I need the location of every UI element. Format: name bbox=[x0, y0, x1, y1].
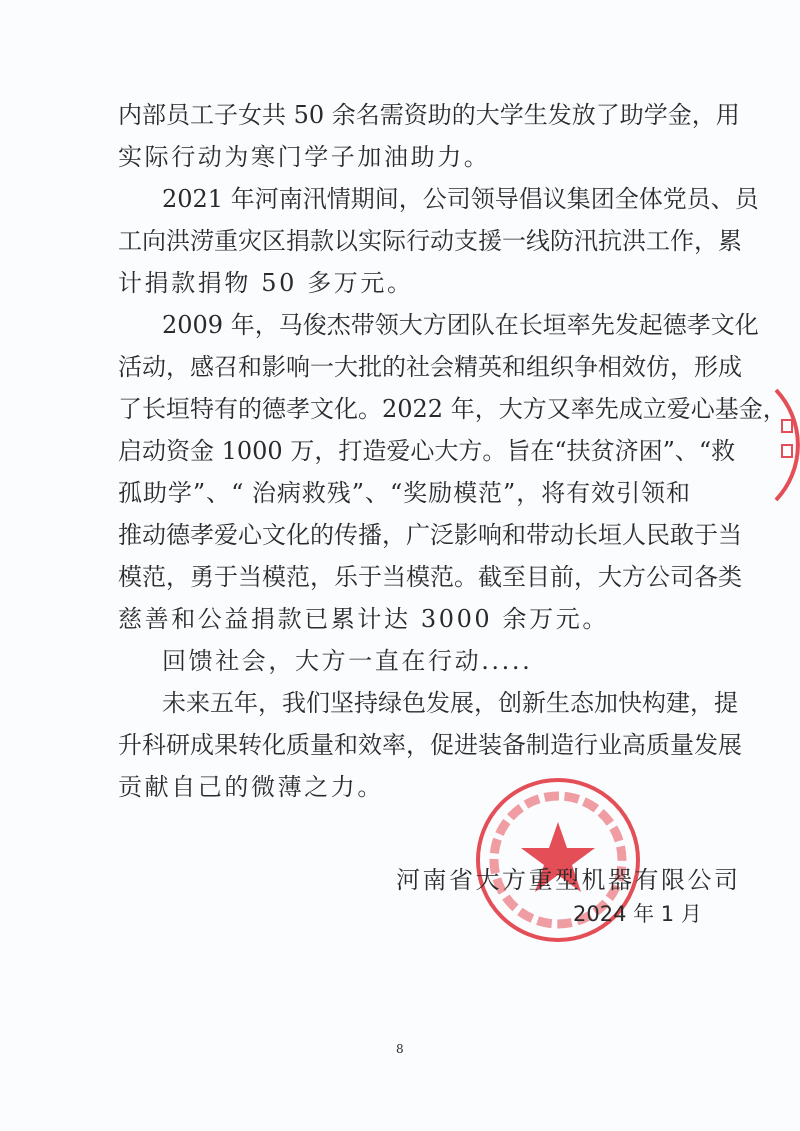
body-line: 启动资金 1000 万，打造爱心大方。旨在“扶贫济困”、“救 bbox=[118, 437, 736, 465]
body-line: 未来五年，我们坚持绿色发展，创新生态加快构建，提 bbox=[162, 689, 738, 717]
body-line: 2021 年河南汛情期间，公司领导倡议集团全体党员、员 bbox=[162, 185, 759, 213]
body-line: 回馈社会，大方一直在行动..... bbox=[162, 647, 533, 675]
body-line: 了长垣特有的德孝文化。2022 年，大方又率先成立爱心基金， bbox=[118, 395, 787, 423]
signature-company: 河南省大方重型机器有限公司 bbox=[396, 866, 741, 894]
body-line: 孤助学”、“ 治病救残”、“奖励模范”，将有效引领和 bbox=[118, 479, 690, 507]
signature-date: 2024 年 1 月 bbox=[573, 902, 702, 926]
page-number: 8 bbox=[396, 1042, 404, 1056]
body-line: 内部员工子女共 50 余名需资助的大学生发放了助学金，用 bbox=[118, 101, 740, 129]
body-line: 工向洪涝重灾区捐款以实际行动支援一线防汛抗洪工作，累 bbox=[118, 227, 742, 255]
body-line: 推动德孝爱心文化的传播，广泛影响和带动长垣人民敢于当 bbox=[118, 521, 742, 549]
body-line: 慈善和公益捐款已累计达 3000 余万元。 bbox=[118, 605, 609, 633]
body-line: 2009 年，马俊杰带领大方团队在长垣率先发起德孝文化 bbox=[162, 311, 759, 339]
body-line: 模范，勇于当模范，乐于当模范。截至目前，大方公司各类 bbox=[118, 563, 742, 591]
body-line: 升科研成果转化质量和效率，促进装备制造行业高质量发展 bbox=[118, 731, 742, 759]
body-line: 贡献自己的微薄之力。 bbox=[118, 773, 384, 801]
body-line: 实际行动为寒门学子加油助力。 bbox=[118, 143, 491, 171]
body-line: 计捐款捐物 50 多万元。 bbox=[118, 269, 414, 297]
partial-seal-edge bbox=[766, 385, 800, 505]
body-line: 活动，感召和影响一大批的社会精英和组织争相效仿，形成 bbox=[118, 353, 742, 381]
